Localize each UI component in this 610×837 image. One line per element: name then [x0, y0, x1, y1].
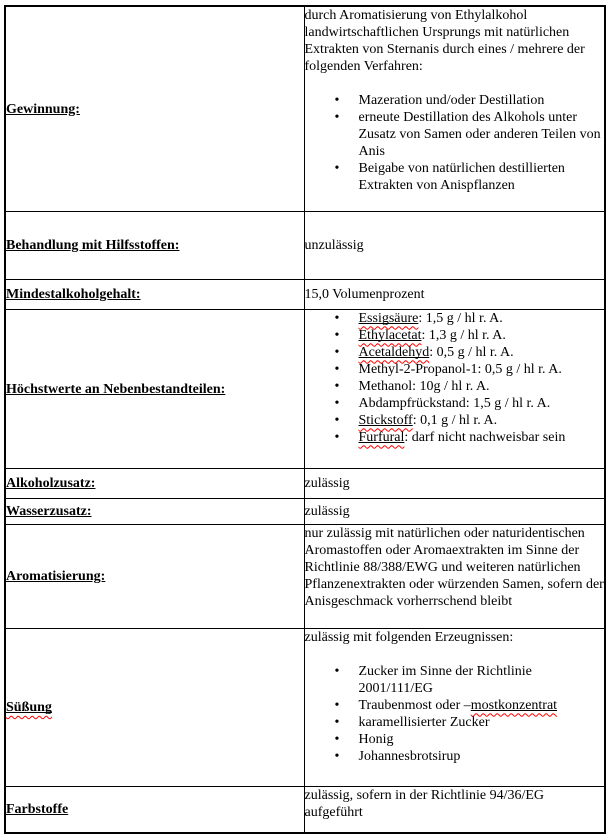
bullet-icon: • — [334, 344, 340, 360]
bullet-icon: • — [334, 327, 340, 343]
bullet-item — [305, 731, 605, 748]
row-label: Alkoholzusatz: — [6, 476, 96, 491]
bullet-item — [305, 109, 605, 160]
bullet-item — [305, 327, 605, 344]
text-segment: : 0,5 g / hl r. A. — [429, 344, 514, 360]
row-label: Farbstoffe — [6, 802, 69, 818]
table-row — [5, 628, 605, 786]
text-segment: Johannesbrotsirup — [358, 748, 461, 764]
bullet-icon: • — [334, 310, 340, 326]
bullet-item — [305, 344, 605, 361]
row-content-cell — [304, 498, 605, 524]
bullet-icon: • — [334, 748, 340, 764]
text-segment: Honig — [358, 731, 394, 747]
bullet-icon: • — [334, 378, 340, 394]
bullet-item — [305, 160, 605, 194]
bullet-icon: • — [334, 714, 340, 730]
table-row — [5, 211, 605, 279]
text-segment: : 0,1 g / hl r. A. — [412, 412, 498, 428]
misspelled-word — [359, 430, 405, 445]
row-content-cell — [304, 211, 605, 279]
paragraph — [305, 475, 605, 492]
text-segment: mostkonzentrat — [470, 697, 558, 713]
row-label — [6, 700, 52, 715]
row-label: Gewinnung: — [6, 101, 80, 117]
text-segment: Zucker im Sinne der Richtlinie 2001/111/EG — [358, 663, 532, 696]
bullet-icon: • — [334, 697, 340, 713]
bullet-icon: • — [334, 93, 340, 108]
bullet-item — [305, 378, 605, 395]
misspelled-word — [471, 698, 557, 713]
text-segment: zulässig, sofern in der Richtlinie 94/36/EG aufgeführt — [304, 787, 545, 820]
row-label-cell — [5, 279, 304, 309]
text-segment: Essigsäure — [358, 310, 419, 326]
bullet-item — [305, 714, 605, 731]
paragraph — [305, 7, 605, 75]
row-content-cell — [304, 279, 605, 309]
paragraph — [305, 286, 605, 303]
paragraph — [305, 503, 605, 520]
bullet-icon: • — [334, 429, 340, 445]
text-segment: zulässig — [304, 475, 350, 491]
text-segment: : darf nicht nachweisbar sein — [404, 429, 566, 445]
bullet-item — [305, 395, 605, 412]
bullet-item — [305, 429, 605, 446]
bullet-list — [305, 663, 605, 765]
text-segment: Stickstoff — [358, 412, 413, 428]
table-row — [5, 6, 605, 211]
text-segment: : 1,3 g / hl r. A. — [421, 327, 506, 343]
bullet-icon: • — [334, 663, 340, 679]
row-label-cell — [5, 786, 304, 833]
table-row — [5, 524, 605, 628]
text-segment: Methanol: 10g / hl r. A. — [358, 378, 490, 394]
row-label-cell — [5, 6, 304, 211]
row-content-cell — [304, 524, 605, 628]
text-segment: Acetaldehyd — [358, 344, 430, 360]
text-segment: : 1,5 g / hl r. A. — [418, 310, 503, 326]
text-segment: unzulässig — [304, 237, 364, 253]
text-segment: zulässig — [304, 503, 350, 519]
paragraph — [305, 237, 605, 254]
misspelled-word — [359, 413, 413, 428]
table-row — [5, 309, 605, 468]
bullet-list — [305, 92, 605, 194]
row-label: Höchstwerte an Nebenbestandteilen: — [6, 381, 226, 397]
text-segment: Traubenmost oder – — [358, 697, 471, 713]
text-segment: zulässig mit folgenden Erzeugnissen: — [304, 629, 514, 645]
row-content-cell — [304, 786, 605, 833]
text-segment: Furfural — [358, 429, 405, 445]
text-segment: erneute Destillation des Alkohols unter Zusatz von Samen oder anderen Teilen von Anis — [358, 110, 601, 159]
misspelled-word: Süßung — [6, 700, 52, 715]
bullet-item — [305, 361, 605, 378]
misspelled-word — [359, 328, 422, 343]
bullet-item — [305, 310, 605, 327]
bullet-list — [305, 310, 605, 446]
text-segment: 15,0 Volumenprozent — [304, 286, 425, 302]
misspelled-word — [359, 345, 430, 360]
table-row — [5, 786, 605, 833]
spec-table — [4, 5, 606, 834]
row-label: Mindestalkoholgehalt: — [6, 287, 141, 302]
row-label-cell — [5, 211, 304, 279]
row-content-cell — [304, 309, 605, 468]
bullet-icon: • — [334, 361, 340, 377]
bullet-icon: • — [334, 412, 340, 428]
paragraph — [305, 525, 605, 610]
text-segment: durch Aromatisierung von Ethylalkohol landwirtschaftlichen Ursprungs mit natürlichen Extrakten von Sternanis durch eines / mehrere der folgenden Verfahren: — [304, 8, 585, 74]
blank-line — [305, 646, 605, 663]
blank-line — [305, 75, 605, 92]
table-row — [5, 468, 605, 498]
text-segment: karamellisierter Zucker — [358, 714, 490, 730]
bullet-icon: • — [334, 731, 340, 747]
text-segment: nur zulässig mit natürlichen oder naturidentischen Aromastoffen oder Aromaextrakten im Sinne der Richtlinie 88/388/EWG und weiteren natürlichen Pflanzenextrakten oder würzenden Samen, sofern der Anisgeschmack vorherrschend bleibt — [304, 525, 604, 609]
row-label: Aromatisierung: — [6, 569, 106, 584]
bullet-item — [305, 92, 605, 109]
row-label: Wasserzusatz: — [6, 504, 92, 519]
bullet-item — [305, 748, 605, 765]
text-segment: Mazeration und/oder Destillation — [358, 93, 545, 108]
text-segment: Beigabe von natürlichen destillierten Extrakten von Anispflanzen — [358, 161, 565, 193]
row-label-cell — [5, 524, 304, 628]
row-content-cell — [304, 468, 605, 498]
paragraph — [305, 629, 605, 646]
row-label-cell — [5, 498, 304, 524]
paragraph — [305, 787, 605, 821]
table-row — [5, 279, 605, 309]
bullet-item — [305, 412, 605, 429]
row-label: Behandlung mit Hilfsstoffen: — [6, 238, 180, 253]
text-segment: Ethylacetat — [358, 327, 422, 343]
text-segment: Abdampfrückstand: 1,5 g / hl r. A. — [358, 395, 551, 411]
text-segment: Methyl-2-Propanol-1: 0,5 g / hl r. A. — [358, 361, 562, 377]
row-content-cell — [304, 628, 605, 786]
row-content-cell — [304, 6, 605, 211]
row-label-cell — [5, 628, 304, 786]
bullet-icon: • — [334, 395, 340, 411]
misspelled-word — [359, 311, 419, 326]
bullet-item — [305, 697, 605, 714]
row-label-cell — [5, 468, 304, 498]
row-label-cell — [5, 309, 304, 468]
bullet-icon: • — [334, 110, 340, 125]
table-row — [5, 498, 605, 524]
bullet-item — [305, 663, 605, 697]
bullet-icon: • — [334, 161, 340, 176]
